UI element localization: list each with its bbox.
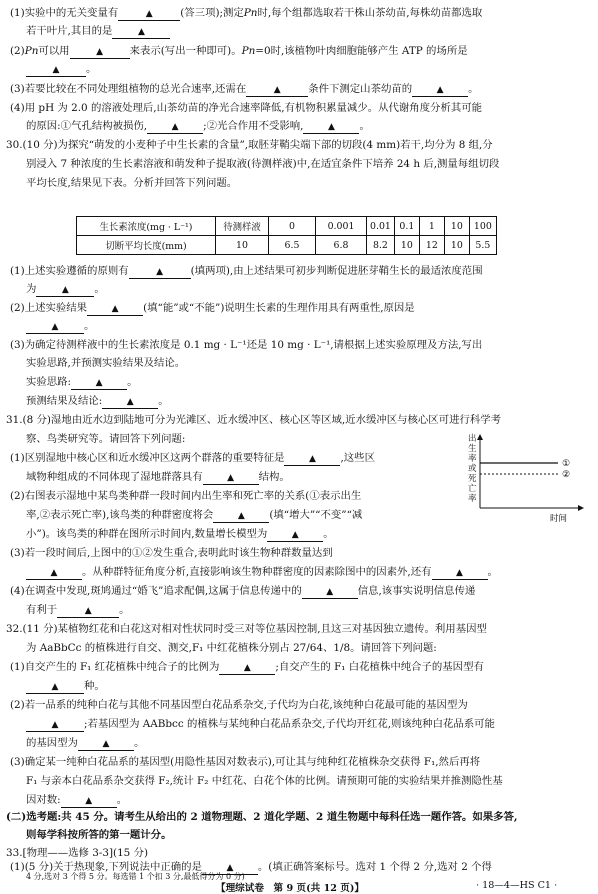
q29-line-7: 的原因:①气孔结构被损伤, ▲ ;②光合作用不受影响, ▲ 。 bbox=[26, 120, 370, 132]
q29-line-4: ▲ 。 bbox=[26, 62, 96, 77]
q31-sub-2a: (2)右图表示湿地中某鸟类种群一段时间内出生率和死亡率的关系(①表示出生 bbox=[10, 490, 362, 502]
footer-code: · 18—4—HS C1 · bbox=[476, 880, 558, 891]
q32-sub-2b: ▲ ;若基因型为 AABbcc 的植株与某纯种白花品系杂交,子代均开红花,则该纯种白花品系可能 bbox=[26, 717, 495, 732]
y-axis-label-char: 率 bbox=[468, 454, 477, 464]
answer-blank-triangle-icon: ▲ bbox=[226, 863, 234, 873]
x-axis-arrow-icon bbox=[578, 505, 584, 511]
q32-stem-1: 32.(11 分)某植物红花和白花这对相对性状同时受三对等位基因控制,且这三对基因独立遗传。利用基因型 bbox=[6, 623, 487, 635]
line-1-label: ① bbox=[562, 459, 571, 469]
q32-sub-1b: ▲ 种。 bbox=[26, 679, 105, 694]
q29-line-2: 若干叶片,其目的是 ▲ bbox=[26, 24, 170, 39]
y-axis-label-char: 或 bbox=[468, 464, 477, 474]
q30-sub-3c: 实验思路: ▲ 。 bbox=[26, 376, 138, 388]
table-row bbox=[77, 217, 497, 236]
q32-stem-2: 为 AaBbCc 的植株进行自交、测交,F₁ 中红花植株分别占 27/64、1/8。请回答下列问题: bbox=[26, 642, 437, 654]
q32-sub-2a: (2)若一品系的纯种白花与其他不同基因型白花品系杂交,子代均为白花,该纯种白花最可能的基因型为 bbox=[10, 699, 468, 711]
q31-sub-1b: 域物种组成的不同体现了湿地群落具有 ▲ 结构。 bbox=[26, 471, 290, 483]
q33-text: (1)(5 分)关于热现象,下列说法中正确的是 bbox=[10, 861, 202, 873]
table-cell: 6.5 bbox=[269, 236, 316, 255]
line-2-label: ② bbox=[562, 470, 571, 480]
q30-stem-1: 30.(10 分)为探究“萌发的小麦种子中生长素的含量”,取胚芽鞘尖端下部的切段(4 mm)若干,均分为 8 组,分 bbox=[6, 139, 493, 151]
table-cell: 1 bbox=[419, 217, 444, 236]
page-footer bbox=[0, 880, 598, 893]
q30-sub-3d: 预测结果及结论: ▲ 。 bbox=[26, 395, 169, 407]
auxin-data-table bbox=[76, 216, 497, 255]
q33-sub-line: 4 分,选对 3 个得 5 分。每选错 1 个扣 3 分,最低得分为 0 分) bbox=[26, 872, 245, 881]
table-cell: 100 bbox=[469, 217, 496, 236]
q31-stem-1: 31.(8 分)湿地由近水边到陆地可分为光滩区、近水缓冲区、核心区等区域,近水缓冲区与核心区可进行科学考 bbox=[6, 414, 502, 426]
table-cell: 0.1 bbox=[394, 217, 419, 236]
y-axis-arrow-icon bbox=[477, 434, 483, 440]
q30-stem-3: 平均长度,结果见下表。分析并回答下列问题。 bbox=[26, 177, 238, 189]
y-axis-label bbox=[468, 433, 477, 504]
table-header-cell: 生长素浓度(mg · L⁻¹) bbox=[77, 217, 216, 236]
y-axis-label-char: 出 bbox=[468, 434, 477, 444]
y-axis-label-char: 死 bbox=[468, 474, 477, 484]
q31-sub-3a: (3)若一段时间后,上图中的①②发生重合,表明此时该生物种群数量达到 bbox=[10, 547, 333, 559]
q29-line-3: (2)Pn可以用 ▲ 来表示(写出一种即可)。Pn=0时,该植物叶肉细胞能够产生 ATP 的场所是 bbox=[10, 45, 468, 57]
q30-sub-3a: (3)为确定待测样液中的生长素浓度是 0.1 mg · L⁻¹还是 10 mg · L⁻¹,请根据上述实验原理及方法,写出 bbox=[10, 339, 483, 351]
table-cell: 12 bbox=[419, 236, 444, 255]
q29-line-6: (4)用 pH 为 2.0 的溶液处理后,山茶幼苗的净光合速率降低,有机物积累量减少。从代谢角度分析其可能 bbox=[10, 102, 483, 114]
q29-line-5: (3)若要比较在不同处理组植物的总光合速率,还需在 ▲ 条件下测定山茶幼苗的 ▲ 。 bbox=[10, 83, 479, 95]
q32-sub-2c: 的基因型为 ▲ 。 bbox=[26, 737, 145, 749]
q33-text: 。(填正确答案标号。选对 1 个得 2 分,选对 2 个得 bbox=[257, 861, 492, 873]
table-cell: 8.2 bbox=[367, 236, 395, 255]
q30-sub-1a: (1)上述实验遵循的原则有 ▲ (填两项),由上述结果可初步判断促进胚芽鞘生长的最适浓度范围 bbox=[10, 265, 483, 277]
table-cell: 10 bbox=[444, 217, 469, 236]
x-axis-label: 时间 bbox=[550, 514, 568, 524]
q29-line-1: (1)实验中的无关变量有 ▲ (答三项);测定Pn时,每个组都选取若干株山茶幼苗,每株幼苗都选取 bbox=[10, 7, 483, 19]
table-cell: 0 bbox=[269, 217, 316, 236]
table-header-cell: 切断平均长度(mm) bbox=[77, 236, 216, 255]
q30-sub-2b: ▲ 。 bbox=[26, 319, 94, 334]
q31-sub-2b: 率,②表示死亡率),该鸟类的种群密度将会 ▲ (填“增大”“不变”“减 bbox=[26, 509, 363, 521]
q31-sub-2c: 小”)。该鸟类的种群在图所示时间内,数量增长模型为 ▲ 。 bbox=[26, 528, 334, 540]
table-cell: 待测样液 bbox=[216, 217, 269, 236]
table-row bbox=[77, 236, 497, 255]
table-cell: 5.5 bbox=[469, 236, 496, 255]
table-cell: 10 bbox=[394, 236, 419, 255]
q31-stem-2: 察、鸟类研究等。请回答下列问题: bbox=[26, 433, 186, 445]
table-cell: 6.8 bbox=[316, 236, 367, 255]
birth-death-rate-chart bbox=[464, 432, 588, 524]
section-2-heading-2: 则每学科按所答的第一题计分。 bbox=[26, 829, 172, 841]
y-axis-label-char: 亡 bbox=[468, 484, 477, 494]
q31-sub-1a: (1)区别湿地中核心区和近水缓冲区这两个群落的重要特征是 ▲ ,这些区 bbox=[10, 452, 375, 464]
y-axis-label-char: 率 bbox=[468, 494, 477, 504]
q33-title: 33.[物理——选修 3-3](15 分) bbox=[6, 847, 149, 859]
q30-sub-3b: 实验思路,并预测实验结果及结论。 bbox=[26, 357, 186, 369]
y-axis-label-char: 生 bbox=[468, 444, 477, 454]
section-2-heading: (二)选考题:共 45 分。请考生从给出的 2 道物理题、2 道化学题、2 道生物题中每科任选一题作答。如果多答, bbox=[6, 811, 518, 823]
q32-sub-3a: (3)确定某一纯种白花品系的基因型(用隐性基因对数表示),可让其与纯种红花植株杂交获得 F₁,然后再将 bbox=[10, 756, 481, 768]
table-cell: 0.01 bbox=[367, 217, 395, 236]
q32-sub-1a: (1)自交产生的 F₁ 红花植株中纯合子的比例为 ▲ ;自交产生的 F₁ 白花植株中纯合子的基因型有 bbox=[10, 661, 484, 673]
q30-sub-1b: 为 ▲ 。 bbox=[26, 283, 105, 295]
q32-sub-3c: 因对数: ▲ 。 bbox=[26, 794, 128, 806]
table-cell: 10 bbox=[216, 236, 269, 255]
q30-stem-2: 别浸入 7 种浓度的生长素溶液和萌发种子提取液(待测样液)中,在适宜条件下培养 24 h 后,测量每组切段 bbox=[26, 158, 500, 170]
q31-sub-4a: (4)在调查中发现,斑鸠通过“婚飞”追求配偶,这属于信息传递中的 ▲ 信息,该事实说明信息传递 bbox=[10, 585, 476, 597]
table-cell: 10 bbox=[444, 236, 469, 255]
q31-sub-3b: ▲ 。从种群特征角度分析,直接影响该生物种群密度的因素除图中的因素外,还有 ▲ 。 bbox=[26, 565, 498, 580]
q30-sub-2: (2)上述实验结果 ▲ (填“能”或“不能”)说明生长素的生理作用具有两重性,原因是 bbox=[10, 302, 415, 314]
q32-sub-3b: F₁ 与亲本白花品系杂交获得 F₂,统计 F₂ 中红花、白花个体的比例。请预期可能的实验结果并推测隐性基 bbox=[26, 775, 503, 787]
table-cell: 0.001 bbox=[316, 217, 367, 236]
answer-blank-triangle-icon: ▲ bbox=[145, 9, 153, 19]
footer-page-info: 【理综试卷 第 9 页(共 12 页)】 bbox=[216, 883, 364, 894]
q31-sub-4b: 有利于 ▲ 。 bbox=[26, 604, 130, 616]
